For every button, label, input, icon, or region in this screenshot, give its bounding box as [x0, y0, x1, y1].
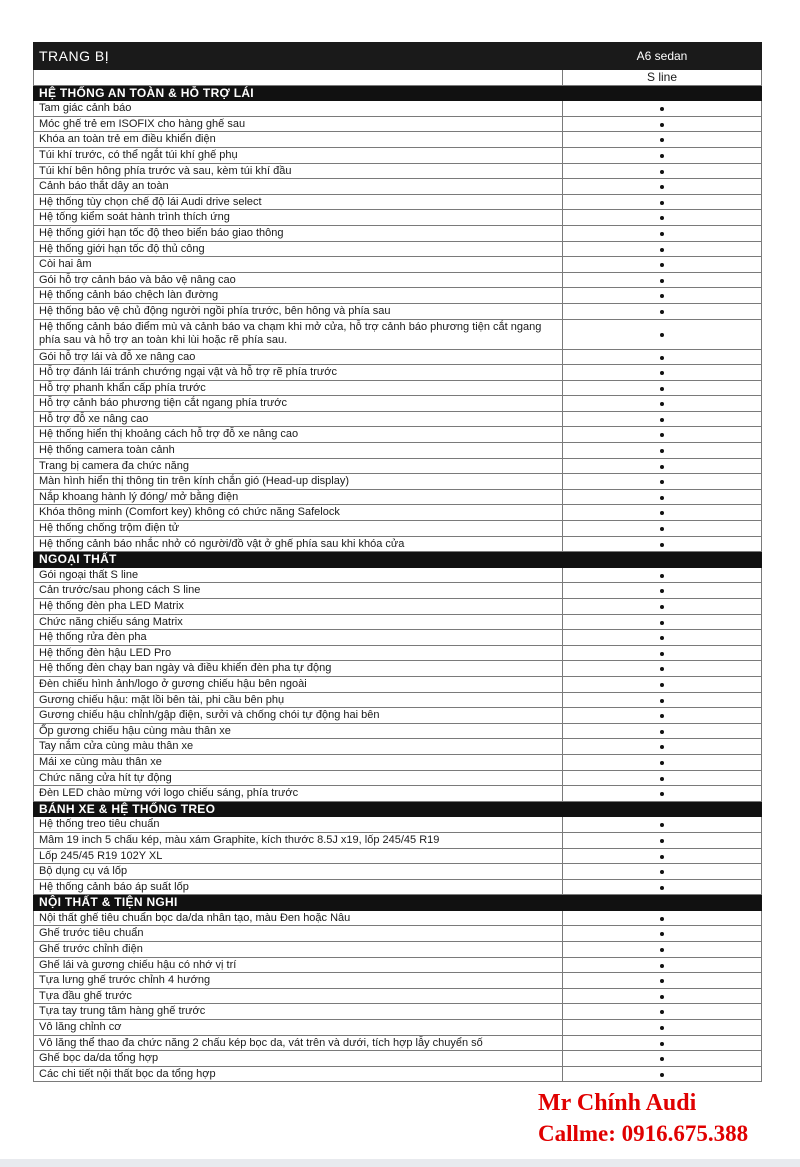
standard-dot-icon [660, 402, 664, 406]
section-title: BÁNH XE & HỆ THỐNG TREO [34, 801, 563, 817]
feature-availability [563, 225, 762, 241]
feature-availability [563, 272, 762, 288]
feature-availability [563, 973, 762, 989]
feature-label: Hệ thống đèn pha LED Matrix [34, 599, 563, 615]
standard-dot-icon [660, 652, 664, 656]
feature-label: Vô lăng thể thao đa chức năng 2 chấu kép bọc da, vát trên và dưới, tích hợp lẫy chuyển số [34, 1035, 563, 1051]
feature-label: Bộ dụng cụ vá lốp [34, 864, 563, 880]
table-row [34, 411, 762, 427]
standard-dot-icon [660, 605, 664, 609]
feature-availability [563, 692, 762, 708]
section-title: NGOẠI THẤT [34, 552, 563, 568]
feature-label: Hệ thống camera toàn cảnh [34, 443, 563, 459]
standard-dot-icon [660, 418, 664, 422]
feature-availability [563, 723, 762, 739]
feature-availability [563, 614, 762, 630]
table-row [34, 241, 762, 257]
table-row [34, 957, 762, 973]
table-row [34, 319, 762, 349]
standard-dot-icon [660, 917, 664, 921]
table-row [34, 179, 762, 195]
feature-label: Khóa thông minh (Comfort key) không có chức năng Safelock [34, 505, 563, 521]
table-row [34, 770, 762, 786]
feature-label: Gói hỗ trợ cảnh báo và bảo vệ nâng cao [34, 272, 563, 288]
feature-label: Hệ tống kiểm soát hành trình thích ứng [34, 210, 563, 226]
feature-availability [563, 241, 762, 257]
feature-availability [563, 365, 762, 381]
section-header-blank [563, 552, 762, 568]
feature-availability [563, 926, 762, 942]
feature-label: Ghế trước tiêu chuẩn [34, 926, 563, 942]
table-row [34, 303, 762, 319]
table-row [34, 163, 762, 179]
feature-label: Hỗ trợ phanh khẩn cấp phía trước [34, 380, 563, 396]
feature-availability [563, 599, 762, 615]
feature-availability [563, 879, 762, 895]
table-row [34, 1035, 762, 1051]
standard-dot-icon [660, 232, 664, 236]
table-row [34, 443, 762, 459]
feature-availability [563, 817, 762, 833]
standard-dot-icon [660, 714, 664, 718]
table-row [34, 708, 762, 724]
standard-dot-icon [660, 170, 664, 174]
feature-label: Các chi tiết nội thất bọc da tổng hợp [34, 1066, 563, 1082]
feature-availability [563, 1020, 762, 1036]
feature-label: Hệ thống cảnh báo chệch làn đường [34, 288, 563, 304]
feature-label: Đèn LED chào mừng với logo chiếu sáng, phía trước [34, 786, 563, 802]
section-header [34, 801, 762, 817]
standard-dot-icon [660, 248, 664, 252]
table-row [34, 1020, 762, 1036]
feature-availability [563, 864, 762, 880]
feature-label: Hệ thống đèn chạy ban ngày và điều khiển đèn pha tự động [34, 661, 563, 677]
table-row [34, 194, 762, 210]
standard-dot-icon [660, 730, 664, 734]
feature-availability [563, 396, 762, 412]
feature-label: Ghế trước chỉnh điện [34, 942, 563, 958]
feature-availability [563, 661, 762, 677]
feature-availability [563, 957, 762, 973]
signature-phone: Callme: 0916.675.388 [538, 1121, 749, 1146]
feature-availability [563, 521, 762, 537]
feature-label: Gói ngoại thất S line [34, 567, 563, 583]
table-row [34, 754, 762, 770]
table-row [34, 599, 762, 615]
table-row [34, 817, 762, 833]
equipment-table [33, 42, 762, 1082]
feature-label: Hệ thống giới hạn tốc độ theo biển báo giao thông [34, 225, 563, 241]
feature-availability [563, 116, 762, 132]
feature-availability [563, 754, 762, 770]
feature-label: Hệ thống rửa đèn pha [34, 630, 563, 646]
table-row [34, 132, 762, 148]
section-header [34, 85, 762, 101]
standard-dot-icon [660, 1010, 664, 1014]
standard-dot-icon [660, 107, 664, 111]
feature-label: Đèn chiếu hình ảnh/logo ở gương chiếu hậu bên ngoài [34, 676, 563, 692]
standard-dot-icon [660, 154, 664, 158]
standard-dot-icon [660, 1026, 664, 1030]
section-header-blank [563, 801, 762, 817]
feature-availability [563, 786, 762, 802]
table-row [34, 380, 762, 396]
feature-label: Hệ thống cảnh báo nhắc nhở có người/đồ vật ở ghế phía sau khi khóa cửa [34, 536, 563, 552]
standard-dot-icon [660, 745, 664, 749]
standard-dot-icon [660, 839, 664, 843]
table-row [34, 676, 762, 692]
table-row [34, 879, 762, 895]
standard-dot-icon [660, 855, 664, 859]
table-row [34, 973, 762, 989]
table-row [34, 272, 762, 288]
feature-label: Hệ thống bảo vệ chủ động người ngồi phía trước, bên hông và phía sau [34, 303, 563, 319]
feature-label: Hỗ trợ cảnh báo phương tiện cắt ngang phía trước [34, 396, 563, 412]
section-header-blank [563, 895, 762, 911]
standard-dot-icon [660, 761, 664, 765]
standard-dot-icon [660, 449, 664, 453]
feature-label: Gương chiếu hậu: mặt lồi bên tài, phi cầu bên phụ [34, 692, 563, 708]
table-row [34, 225, 762, 241]
table-row [34, 692, 762, 708]
table-row [34, 630, 762, 646]
table-row [34, 942, 762, 958]
table-row [34, 786, 762, 802]
table-row [34, 614, 762, 630]
feature-availability [563, 179, 762, 195]
standard-dot-icon [660, 589, 664, 593]
table-title: TRANG BỊ [34, 43, 563, 70]
feature-label: Hỗ trợ đỗ xe nâng cao [34, 411, 563, 427]
standard-dot-icon [660, 480, 664, 484]
standard-dot-icon [660, 310, 664, 314]
feature-availability [563, 257, 762, 273]
feature-label: Hệ thống chống trộm điện tử [34, 521, 563, 537]
feature-availability [563, 349, 762, 365]
table-row [34, 536, 762, 552]
table-row [34, 832, 762, 848]
standard-dot-icon [660, 201, 664, 205]
table-row [34, 288, 762, 304]
standard-dot-icon [660, 465, 664, 469]
feature-label: Hệ thống cảnh báo điểm mù và cảnh báo va chạm khi mở cửa, hỗ trợ cảnh báo phương tiện cắt ngang phía sau và hỗ trợ an toàn khi lùi hoặc rẽ phía sau. [34, 319, 563, 349]
feature-availability [563, 163, 762, 179]
feature-availability [563, 1051, 762, 1067]
table-row [34, 864, 762, 880]
table-row [34, 521, 762, 537]
standard-dot-icon [660, 123, 664, 127]
table-row [34, 101, 762, 117]
standard-dot-icon [660, 870, 664, 874]
feature-availability [563, 848, 762, 864]
standard-dot-icon [660, 543, 664, 547]
standard-dot-icon [660, 621, 664, 625]
feature-availability [563, 411, 762, 427]
standard-dot-icon [660, 1057, 664, 1061]
table-row [34, 723, 762, 739]
feature-availability [563, 739, 762, 755]
feature-availability [563, 210, 762, 226]
feature-availability [563, 194, 762, 210]
feature-availability [563, 536, 762, 552]
feature-label: Lốp 245/45 R19 102Y XL [34, 848, 563, 864]
feature-label: Hệ thống tùy chọn chế độ lái Audi drive select [34, 194, 563, 210]
standard-dot-icon [660, 699, 664, 703]
feature-availability [563, 1066, 762, 1082]
standard-dot-icon [660, 964, 664, 968]
table-row [34, 505, 762, 521]
feature-availability [563, 489, 762, 505]
section-title: NỘI THẤT & TIỆN NGHI [34, 895, 563, 911]
feature-label: Hệ thống cảnh báo áp suất lốp [34, 879, 563, 895]
feature-label: Nắp khoang hành lý đóng/ mở bằng điện [34, 489, 563, 505]
feature-availability [563, 458, 762, 474]
table-row [34, 365, 762, 381]
section-header [34, 552, 762, 568]
feature-availability [563, 505, 762, 521]
feature-label: Hệ thống hiển thị khoảng cách hỗ trợ đỗ xe nâng cao [34, 427, 563, 443]
standard-dot-icon [660, 1073, 664, 1077]
standard-dot-icon [660, 823, 664, 827]
table-row [34, 1051, 762, 1067]
table-row [34, 427, 762, 443]
trim-name: S line [563, 70, 762, 86]
feature-label: Tựa lưng ghế trước chỉnh 4 hướng [34, 973, 563, 989]
feature-availability [563, 942, 762, 958]
feature-availability [563, 303, 762, 319]
feature-availability [563, 567, 762, 583]
feature-label: Ốp gương chiếu hậu cùng màu thân xe [34, 723, 563, 739]
standard-dot-icon [660, 932, 664, 936]
feature-availability [563, 583, 762, 599]
feature-availability [563, 443, 762, 459]
feature-availability [563, 708, 762, 724]
feature-availability [563, 910, 762, 926]
table-row [34, 147, 762, 163]
feature-availability [563, 676, 762, 692]
feature-availability [563, 132, 762, 148]
table-row [34, 645, 762, 661]
feature-label: Cản trước/sau phong cách S line [34, 583, 563, 599]
feature-availability [563, 988, 762, 1004]
table-row [34, 661, 762, 677]
standard-dot-icon [660, 279, 664, 283]
table-row [34, 257, 762, 273]
feature-label: Túi khí trước, có thể ngắt túi khí ghế phụ [34, 147, 563, 163]
standard-dot-icon [660, 636, 664, 640]
table-row [34, 116, 762, 132]
standard-dot-icon [660, 511, 664, 515]
table-row [34, 349, 762, 365]
feature-label: Mâm 19 inch 5 chấu kép, màu xám Graphite, kích thước 8.5J x19, lốp 245/45 R19 [34, 832, 563, 848]
standard-dot-icon [660, 263, 664, 267]
bottom-bar [0, 1159, 800, 1167]
standard-dot-icon [660, 371, 664, 375]
table-row [34, 1066, 762, 1082]
table-row [34, 910, 762, 926]
standard-dot-icon [660, 683, 664, 687]
standard-dot-icon [660, 496, 664, 500]
feature-availability [563, 770, 762, 786]
feature-availability [563, 101, 762, 117]
feature-availability [563, 832, 762, 848]
standard-dot-icon [660, 387, 664, 391]
signature-name: Mr Chính Audi [538, 1090, 697, 1116]
feature-label: Vô lăng chỉnh cơ [34, 1020, 563, 1036]
feature-label: Tay nắm cửa cùng màu thân xe [34, 739, 563, 755]
feature-availability [563, 427, 762, 443]
feature-availability [563, 1035, 762, 1051]
section-header [34, 895, 762, 911]
feature-label: Nội thất ghế tiêu chuẩn bọc da/da nhân tạo, màu Đen hoặc Nâu [34, 910, 563, 926]
feature-label: Hệ thống treo tiêu chuẩn [34, 817, 563, 833]
feature-label: Chức năng chiếu sáng Matrix [34, 614, 563, 630]
table-row [34, 926, 762, 942]
feature-label: Túi khí bên hông phía trước và sau, kèm túi khí đầu [34, 163, 563, 179]
feature-availability [563, 1004, 762, 1020]
standard-dot-icon [660, 574, 664, 578]
feature-availability [563, 147, 762, 163]
table-row [34, 489, 762, 505]
feature-label: Hệ thống đèn hậu LED Pro [34, 645, 563, 661]
table-row [34, 739, 762, 755]
standard-dot-icon [660, 185, 664, 189]
feature-label: Tựa tay trung tâm hàng ghế trước [34, 1004, 563, 1020]
feature-label: Ghế bọc da/da tổng hợp [34, 1051, 563, 1067]
standard-dot-icon [660, 667, 664, 671]
standard-dot-icon [660, 777, 664, 781]
feature-label: Gương chiếu hậu chỉnh/gập điện, sưởi và chống chói tự động hai bên [34, 708, 563, 724]
table-row [34, 396, 762, 412]
standard-dot-icon [660, 294, 664, 298]
standard-dot-icon [660, 792, 664, 796]
feature-label: Cảnh báo thắt dây an toàn [34, 179, 563, 195]
feature-label: Trang bị camera đa chức năng [34, 458, 563, 474]
standard-dot-icon [660, 995, 664, 999]
standard-dot-icon [660, 527, 664, 531]
feature-label: Tựa đầu ghế trước [34, 988, 563, 1004]
table-header-row [34, 43, 762, 70]
feature-label: Gói hỗ trợ lái và đỗ xe nâng cao [34, 349, 563, 365]
section-header-blank [563, 85, 762, 101]
feature-availability [563, 380, 762, 396]
feature-label: Hỗ trợ đánh lái tránh chướng ngại vật và hỗ trợ rẽ phía trước [34, 365, 563, 381]
standard-dot-icon [660, 886, 664, 890]
section-title: HỆ THỐNG AN TOÀN & HỖ TRỢ LÁI [34, 85, 563, 101]
standard-dot-icon [660, 333, 664, 337]
feature-label: Ghế lái và gương chiếu hậu có nhớ vị trí [34, 957, 563, 973]
standard-dot-icon [660, 948, 664, 952]
model-name: A6 sedan [563, 43, 762, 70]
feature-label: Màn hình hiển thị thông tin trên kính chắn gió (Head-up display) [34, 474, 563, 490]
table-row [34, 458, 762, 474]
table-row [34, 567, 762, 583]
standard-dot-icon [660, 216, 664, 220]
standard-dot-icon [660, 356, 664, 360]
feature-availability [563, 630, 762, 646]
feature-availability [563, 319, 762, 349]
table-row [34, 848, 762, 864]
trim-row-blank [34, 70, 563, 86]
table-row [34, 988, 762, 1004]
feature-label: Còi hai âm [34, 257, 563, 273]
feature-label: Móc ghế trẻ em ISOFIX cho hàng ghế sau [34, 116, 563, 132]
feature-availability [563, 645, 762, 661]
feature-label: Chức năng cửa hít tự động [34, 770, 563, 786]
standard-dot-icon [660, 138, 664, 142]
feature-label: Khóa an toàn trẻ em điều khiển điện [34, 132, 563, 148]
feature-label: Mái xe cùng màu thân xe [34, 754, 563, 770]
table-row [34, 210, 762, 226]
standard-dot-icon [660, 1042, 664, 1046]
feature-label: Tam giác cảnh báo [34, 101, 563, 117]
table-row [34, 583, 762, 599]
feature-availability [563, 474, 762, 490]
table-row [34, 1004, 762, 1020]
feature-availability [563, 288, 762, 304]
standard-dot-icon [660, 979, 664, 983]
table-row [34, 474, 762, 490]
standard-dot-icon [660, 433, 664, 437]
feature-label: Hệ thống giới hạn tốc độ thủ công [34, 241, 563, 257]
trim-row [34, 70, 762, 86]
